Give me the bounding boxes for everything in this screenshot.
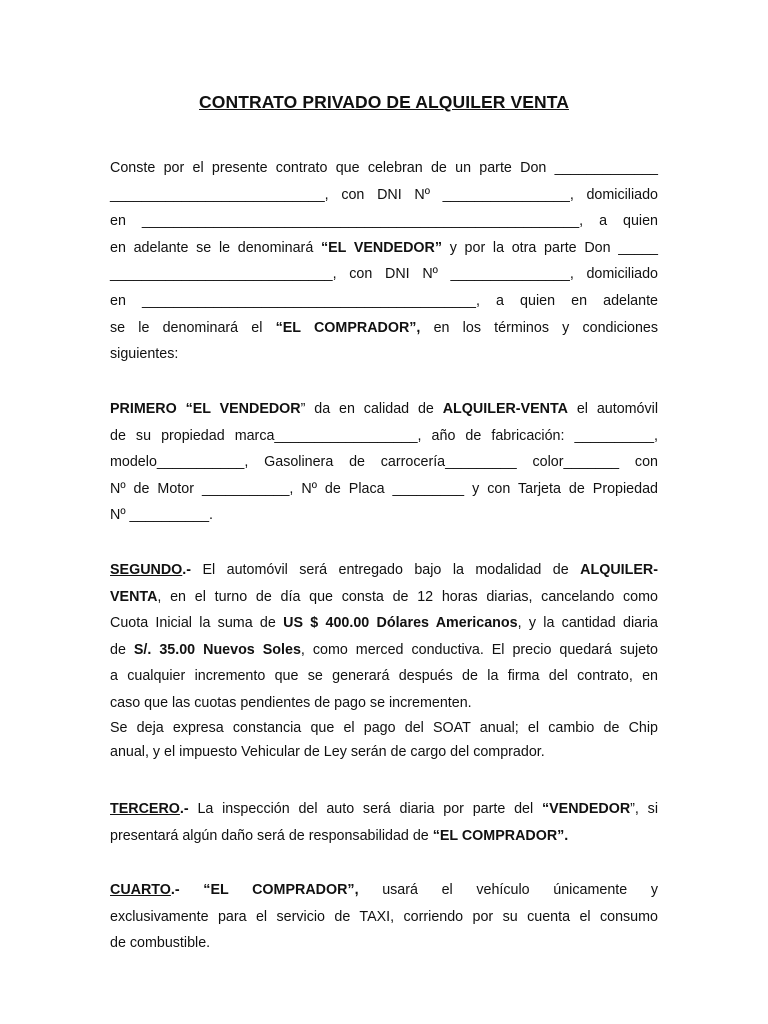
clause-text: Cuota Inicial la suma de <box>110 615 284 632</box>
clause-separator: .- <box>170 882 204 898</box>
comprador-term: “EL COMPRADOR”, <box>275 319 421 336</box>
intro-line <box>110 261 658 288</box>
clause-segundo <box>110 557 658 765</box>
document-title: CONTRATO PRIVADO DE ALQUILER VENTA <box>199 92 569 112</box>
alquiler-venta-term: ALQUILER- <box>580 562 658 578</box>
clause-text: de combustible. <box>110 935 211 952</box>
clause-text: , y la cantidad diaria <box>517 615 658 632</box>
clause-line <box>110 584 658 611</box>
clause-text: de <box>110 641 134 658</box>
intro-text: en adelante se le denominará <box>110 239 321 256</box>
intro-text: ___________________________, con DNI Nº ________________, domiciliado <box>110 186 658 203</box>
initial-payment-amount: US $ 400.00 Dólares Americanos <box>283 615 518 632</box>
intro-text: ____________________________, con DNI Nº _______________, domiciliado <box>110 266 658 283</box>
clause-text: usará el vehículo únicamente y <box>358 882 658 898</box>
clause-heading: TERCERO <box>110 801 180 817</box>
clause-line <box>110 637 658 664</box>
clause-text: a cualquier incremento que se generará después de la firma del contrato, en <box>110 668 658 685</box>
intro-line <box>110 288 658 315</box>
clause-line <box>110 796 658 823</box>
clause-line <box>110 717 658 739</box>
intro-line <box>110 235 658 262</box>
vendedor-term: “VENDEDOR <box>541 801 631 817</box>
clause-line <box>110 739 658 766</box>
clause-line <box>110 423 658 450</box>
clause-text: ” da en calidad de <box>300 401 443 417</box>
intro-paragraph <box>110 155 658 368</box>
intro-line <box>110 341 658 368</box>
intro-text: y por la otra parte Don _____ <box>442 239 658 256</box>
intro-text: en los términos y condiciones <box>420 319 659 336</box>
clause-text: Nº de Motor ___________, Nº de Placa _________ y con Tarjeta de Propiedad <box>110 480 658 497</box>
clause-line <box>110 476 658 503</box>
clause-line <box>110 930 658 957</box>
clause-heading: SEGUNDO <box>110 562 183 578</box>
intro-text: siguientes: <box>110 346 179 363</box>
clause-tercero <box>110 796 658 849</box>
clause-separator: .- <box>179 801 198 817</box>
intro-line <box>110 315 658 342</box>
intro-line <box>110 155 658 182</box>
clause-heading: CUARTO <box>110 882 171 898</box>
clause-text: de su propiedad marca__________________, año de fabricación: __________, <box>110 427 658 444</box>
clause-line <box>110 690 658 717</box>
clause-line <box>110 396 658 423</box>
clause-line <box>110 610 658 637</box>
comprador-term: “EL COMPRADOR”, <box>203 882 359 898</box>
clause-text: modelo___________, Gasolinera de carrocería_________ color_______ con <box>110 454 658 471</box>
clause-line <box>110 904 658 931</box>
intro-text: se le denominará el <box>110 319 276 336</box>
clause-text: , como merced conductiva. El precio quedará sujeto <box>300 641 658 658</box>
clause-line <box>110 557 658 584</box>
clause-line <box>110 877 658 904</box>
clause-text: presentará algún daño será de responsabilidad de <box>110 827 433 844</box>
comprador-term: “EL COMPRADOR”. <box>432 827 569 844</box>
clause-text: anual, y el impuesto Vehicular de Ley serán de cargo del comprador. <box>110 743 545 760</box>
clause-heading: PRIMERO “EL VENDEDOR <box>110 401 301 417</box>
clause-text: El automóvil será entregado bajo la modalidad de <box>202 562 581 578</box>
clause-text: Se deja expresa constancia que el pago del SOAT anual; el cambio de Chip <box>110 719 658 736</box>
intro-line <box>110 182 658 209</box>
clause-line <box>110 823 658 850</box>
clause-text: exclusivamente para el servicio de TAXI, corriendo por su cuenta el consumo <box>110 908 658 925</box>
clause-separator: .- <box>182 562 203 578</box>
vendedor-term: “EL VENDEDOR” <box>320 239 442 256</box>
clause-primero <box>110 396 658 529</box>
clause-text: caso que las cuotas pendientes de pago se incrementen. <box>110 694 472 711</box>
clause-line <box>110 449 658 476</box>
clause-text: Nº __________. <box>110 507 214 524</box>
clause-text: , en el turno de día que consta de 12 horas diarias, cancelando como <box>157 588 658 605</box>
clause-text: ”, si <box>630 801 658 817</box>
alquiler-venta-term: VENTA <box>110 588 158 605</box>
intro-text: en _______________________________________________________, a quien <box>110 213 658 230</box>
clause-text: el automóvil <box>567 401 659 417</box>
intro-line <box>110 208 658 235</box>
clause-line <box>110 663 658 690</box>
intro-text: Conste por el presente contrato que celebran de un parte Don _____________ <box>110 160 658 176</box>
alquiler-venta-term: ALQUILER-VENTA <box>442 401 568 417</box>
daily-payment-amount: S/. 35.00 Nuevos Soles <box>133 641 301 658</box>
clause-text: La inspección del auto será diaria por parte del <box>197 801 542 817</box>
clause-line <box>110 502 658 529</box>
clause-cuarto <box>110 877 658 957</box>
intro-text: en __________________________________________, a quien en adelante <box>110 292 658 309</box>
